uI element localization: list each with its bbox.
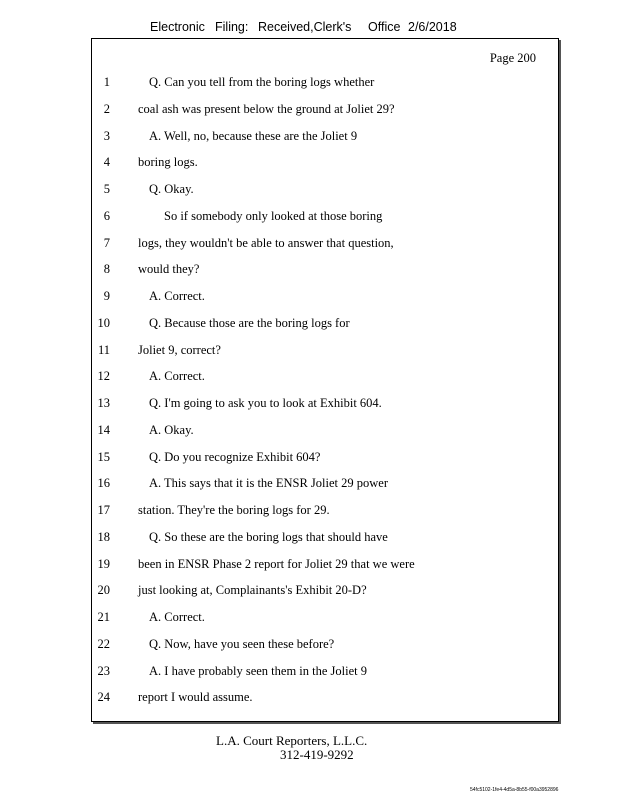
line-number: 2 xyxy=(103,101,110,116)
transcript-line xyxy=(92,503,558,521)
transcript-line xyxy=(92,316,558,334)
transcript-line xyxy=(92,236,558,254)
line-text: would they? xyxy=(138,262,200,277)
transcript-line xyxy=(92,209,558,227)
line-number: 24 xyxy=(97,690,110,705)
transcript-line xyxy=(92,369,558,387)
line-text: So if somebody only looked at those boring xyxy=(164,208,383,223)
line-number: 16 xyxy=(97,476,110,491)
transcript-line xyxy=(92,155,558,173)
line-text: coal ash was present below the ground at Joliet 29? xyxy=(138,101,395,116)
line-number: 4 xyxy=(103,155,110,170)
transcript-line xyxy=(92,423,558,441)
footer-company: L.A. Court Reporters, L.L.C. xyxy=(216,733,368,748)
line-number: 3 xyxy=(103,128,110,143)
line-number: 10 xyxy=(97,315,110,330)
line-text: Q. So these are the boring logs that should have xyxy=(149,529,388,544)
transcript-page xyxy=(91,38,559,722)
line-number: 23 xyxy=(97,663,110,678)
line-text: Q. Because those are the boring logs for xyxy=(149,315,350,330)
line-text: Q. Do you recognize Exhibit 604? xyxy=(149,449,321,464)
line-text: logs, they wouldn't be able to answer that question, xyxy=(138,235,394,250)
line-number: 17 xyxy=(97,503,110,517)
line-text: A. This says that it is the ENSR Joliet 29 power xyxy=(149,476,388,491)
line-text: A. Correct. xyxy=(149,369,205,384)
line-number: 19 xyxy=(97,556,110,571)
line-text: A. Well, no, because these are the Joliet 9 xyxy=(149,128,358,143)
page-number: Page 200 xyxy=(489,51,536,65)
line-text: A. I have probably seen them in the Joliet 9 xyxy=(149,663,367,678)
line-number: 7 xyxy=(103,235,110,250)
transcript-line xyxy=(92,583,558,601)
line-number: 21 xyxy=(97,610,110,624)
transcript-line xyxy=(92,476,558,494)
line-number: 22 xyxy=(97,636,110,651)
transcript-line xyxy=(92,530,558,548)
transcript-line xyxy=(92,557,558,575)
line-text: Q. Okay. xyxy=(149,182,194,196)
line-text: A. Correct. xyxy=(149,610,205,624)
line-number: 12 xyxy=(97,369,110,384)
stamp-received: Received,Clerk's xyxy=(258,20,352,34)
line-number: 1 xyxy=(103,75,110,89)
line-text: Joliet 9, correct? xyxy=(138,342,221,357)
transcript-line xyxy=(92,289,558,307)
transcript-line xyxy=(92,129,558,147)
transcript-line xyxy=(92,664,558,682)
transcript-line xyxy=(92,637,558,655)
line-text: been in ENSR Phase 2 report for Joliet 29 that we were xyxy=(138,556,415,571)
stamp-office: Office xyxy=(368,20,401,34)
line-number: 9 xyxy=(103,289,110,303)
line-number: 6 xyxy=(103,208,110,223)
transcript-line xyxy=(92,690,558,708)
line-number: 11 xyxy=(97,342,110,357)
line-number: 8 xyxy=(103,262,110,277)
document-id: 54fc5102-1fe4-4d5a-8b55-f00a3952896 xyxy=(470,787,559,793)
transcript-line xyxy=(92,262,558,280)
line-number: 5 xyxy=(103,182,110,196)
footer-phone: 312-419-9292 xyxy=(280,747,354,762)
line-text: Q. I'm going to ask you to look at Exhibit 604. xyxy=(149,396,382,410)
line-number: 15 xyxy=(97,449,110,464)
line-text: Q. Now, have you seen these before? xyxy=(149,636,335,651)
transcript-line xyxy=(92,102,558,120)
transcript-line xyxy=(92,182,558,200)
stamp-filing: Filing: xyxy=(215,20,249,34)
line-text: just looking at, Complainants's Exhibit 20-D? xyxy=(138,583,367,598)
transcript-line xyxy=(92,610,558,628)
transcript-line xyxy=(92,396,558,414)
line-number: 18 xyxy=(97,529,110,544)
line-number: 14 xyxy=(97,422,110,437)
line-number: 20 xyxy=(97,583,110,598)
stamp-electronic: Electronic xyxy=(150,20,205,34)
transcript-line xyxy=(92,343,558,361)
line-number: 13 xyxy=(97,396,110,410)
transcript-line xyxy=(92,450,558,468)
line-text: Q. Can you tell from the boring logs whether xyxy=(149,75,375,89)
transcript-line xyxy=(92,75,558,93)
line-text: report I would assume. xyxy=(138,690,253,705)
line-text: A. Correct. xyxy=(149,289,205,303)
line-text: boring logs. xyxy=(138,155,198,170)
line-text: A. Okay. xyxy=(149,422,194,437)
line-text: station. They're the boring logs for 29. xyxy=(138,503,330,517)
stamp-date: 2/6/2018 xyxy=(408,20,457,34)
